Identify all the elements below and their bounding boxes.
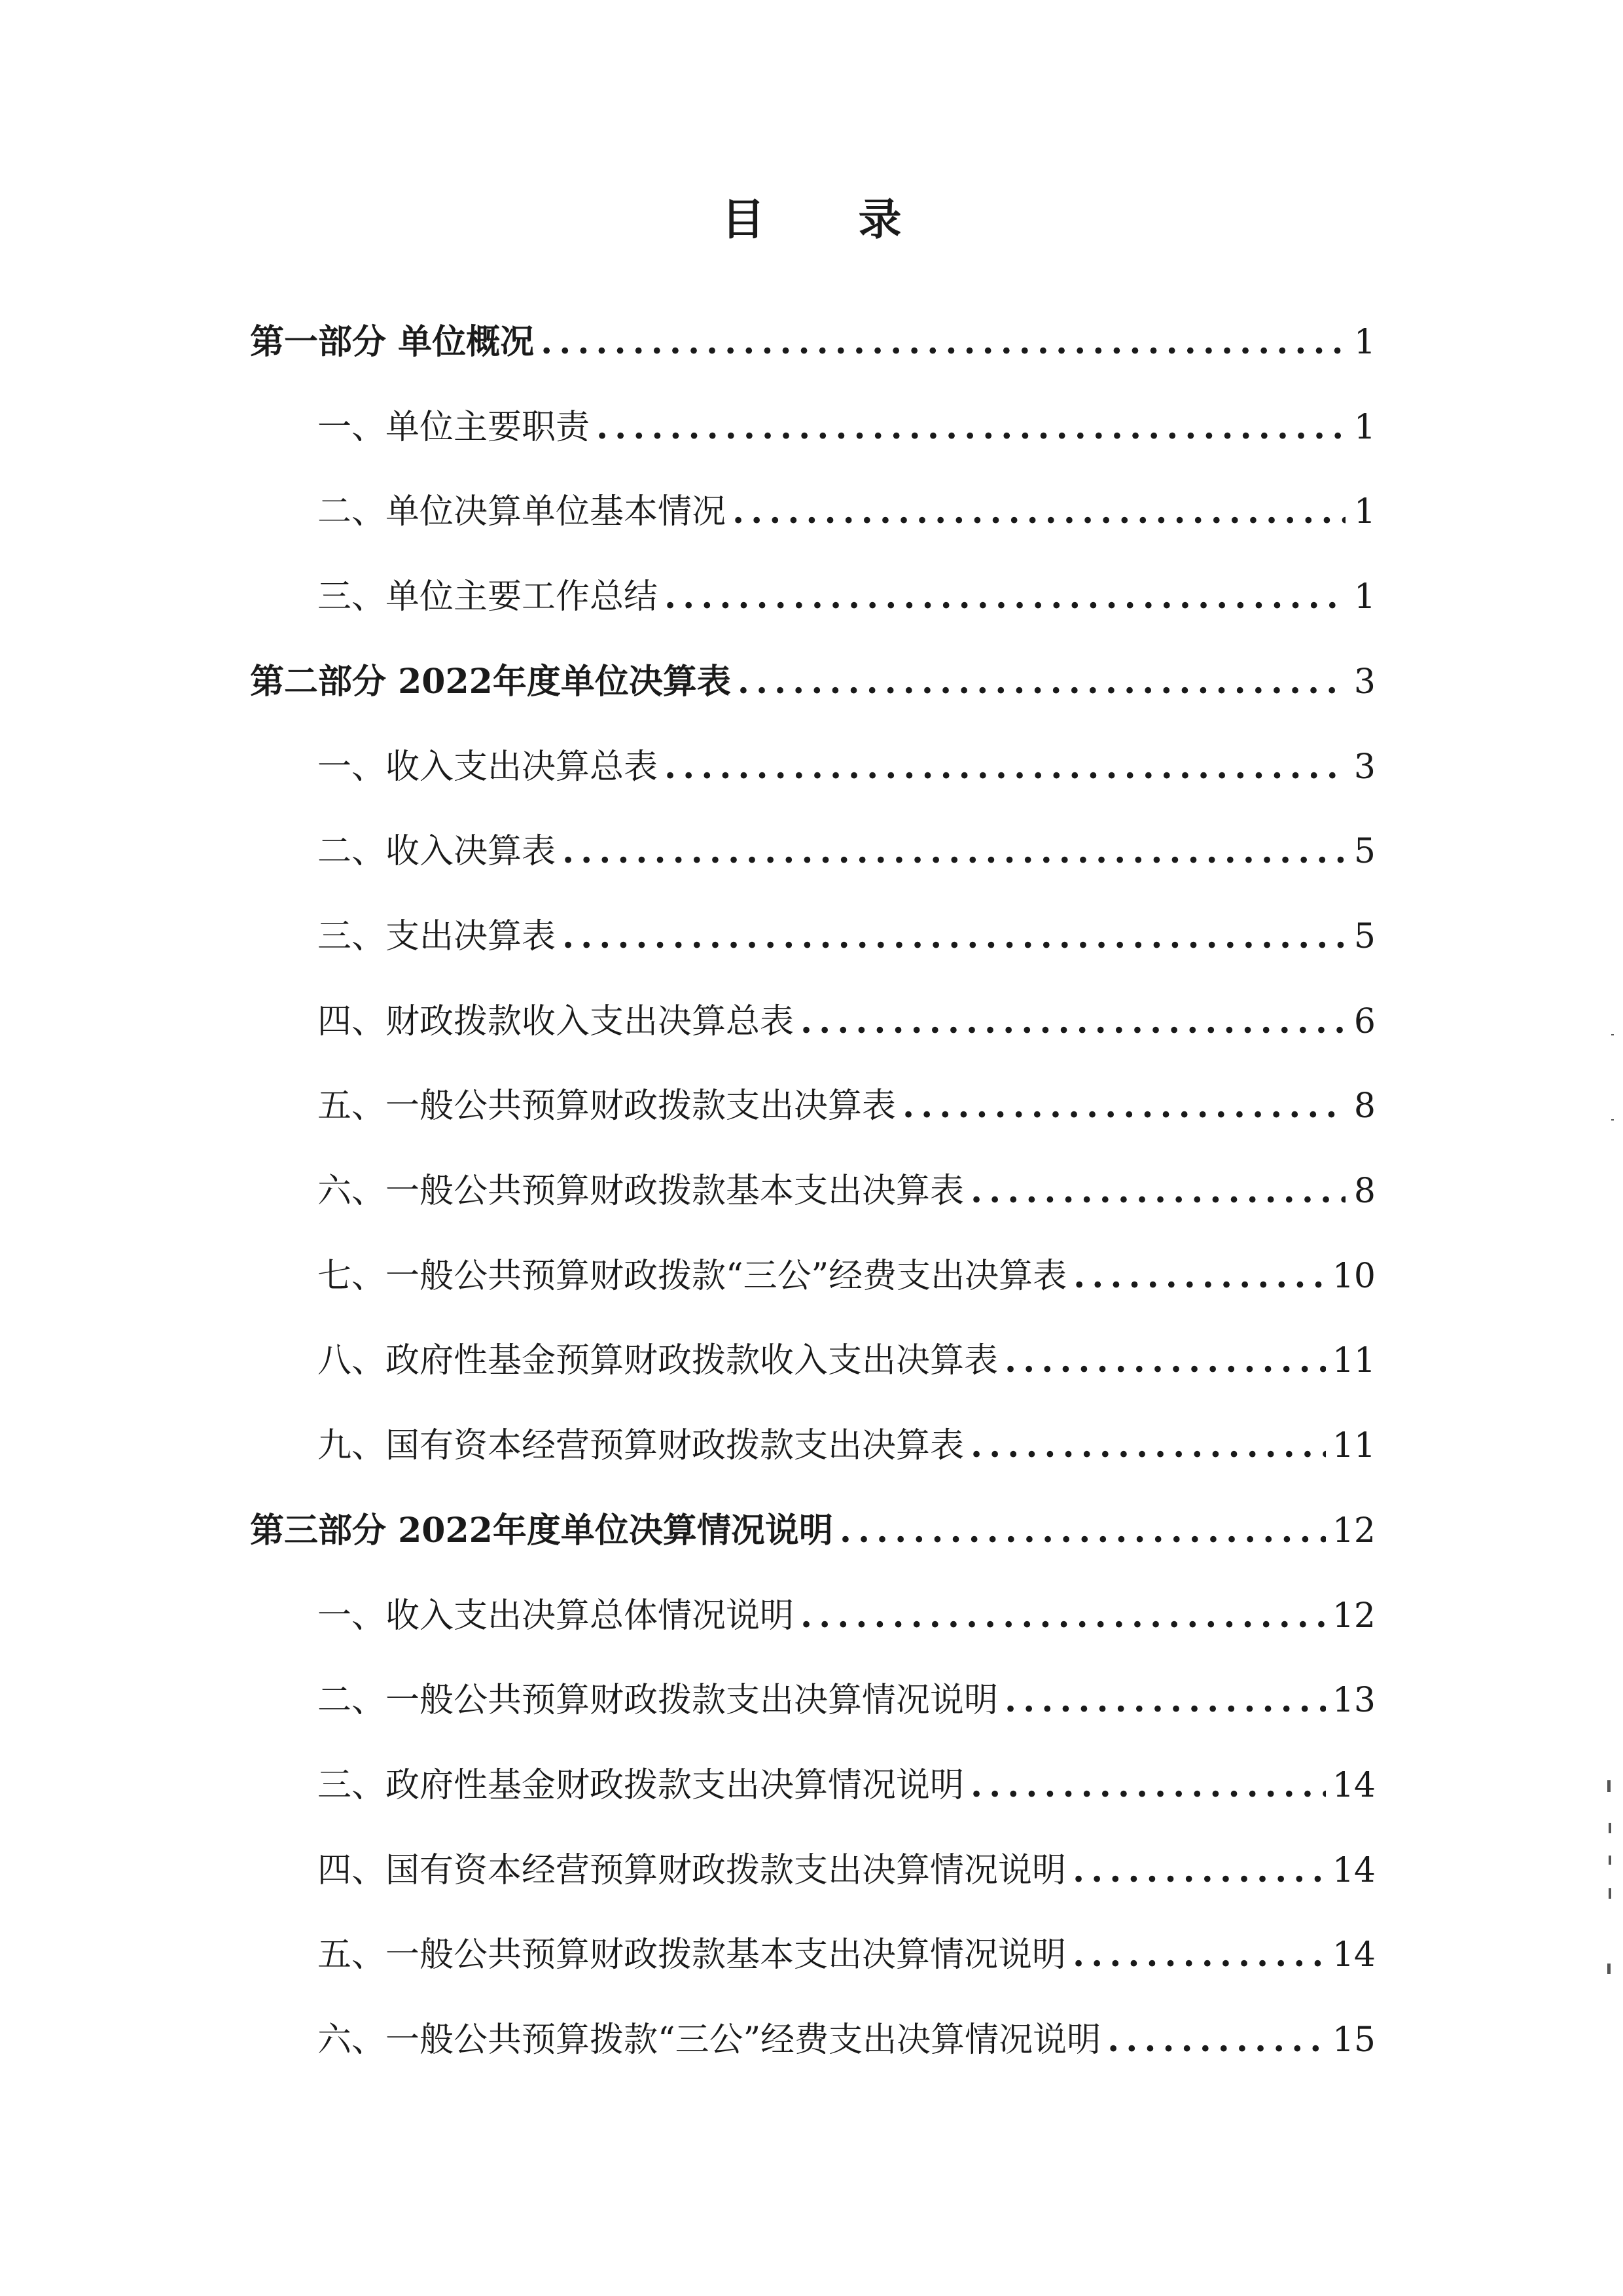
- toc-entry-title: 三、单位主要工作总结: [317, 577, 658, 617]
- toc-entry-title: 三、政府性基金财政拨款支出决算情况说明: [317, 1766, 965, 1805]
- toc-entry: [250, 316, 1376, 368]
- toc-page-number: 8: [1353, 1086, 1376, 1126]
- toc-leader-dots: [1005, 1335, 1326, 1387]
- toc-entry-title: 七、一般公共预算财政拨款“三公”经费支出决算表: [317, 1257, 1067, 1296]
- toc-entry-title: 一、收入支出决算总表: [317, 747, 658, 787]
- toc-leader-dots: [971, 1759, 1326, 1812]
- toc-entry: [317, 996, 1376, 1048]
- toc-entry: [250, 656, 1376, 708]
- toc-page-number: 11: [1332, 1426, 1376, 1465]
- toc-page-number: 14: [1332, 1851, 1376, 1890]
- toc-entry: [317, 571, 1376, 623]
- toc-entry-title: 二、收入决算表: [317, 832, 556, 871]
- toc-entry-title: 第一部分 单位概况: [250, 322, 535, 362]
- toc-leader-dots: [1107, 2014, 1326, 2066]
- toc-page-number: 14: [1332, 1766, 1376, 1805]
- toc-entry: [317, 1929, 1376, 1981]
- toc-entry-title: 三、支出决算表: [317, 917, 556, 956]
- toc-leader-dots: [732, 486, 1346, 538]
- toc-page-number: 15: [1332, 2020, 1376, 2060]
- toc-page-number: 10: [1332, 1257, 1376, 1296]
- toc-leader-dots: [738, 656, 1346, 708]
- scan-mark: [1609, 1823, 1611, 1833]
- page-title: 目 录: [721, 194, 941, 245]
- toc-leader-dots: [971, 1420, 1326, 1472]
- toc-page-number: 5: [1353, 917, 1376, 956]
- toc-leader-dots: [840, 1505, 1326, 1557]
- toc-entry: [317, 1080, 1376, 1132]
- toc-entry: [317, 1844, 1376, 1897]
- toc-leader-dots: [596, 401, 1346, 454]
- toc-entry: [317, 1335, 1376, 1387]
- toc-entry-title: 五、一般公共预算财政拨款基本支出决算情况说明: [317, 1935, 1067, 1975]
- toc-page-number: 6: [1353, 1002, 1376, 1041]
- toc-leader-dots: [664, 571, 1346, 623]
- toc-page-number: 3: [1353, 662, 1376, 702]
- toc-page-number: 5: [1353, 832, 1376, 871]
- toc-entry: [317, 1250, 1376, 1302]
- scan-mark: [1607, 1964, 1611, 1974]
- toc-page-number: 1: [1353, 323, 1376, 362]
- toc-leader-dots: [562, 825, 1346, 878]
- toc-entry: [317, 910, 1376, 963]
- toc-entry-title: 四、财政拨款收入支出决算总表: [317, 1002, 794, 1041]
- toc-entry-title: 一、收入支出决算总体情况说明: [317, 1596, 794, 1636]
- toc-entry-title: 五、一般公共预算财政拨款支出决算表: [317, 1086, 897, 1126]
- toc-entry: [317, 1165, 1376, 1217]
- toc-page-number: 1: [1353, 408, 1376, 447]
- toc-entry: [317, 741, 1376, 793]
- toc-entry-title: 第二部分 2022年度单位决算表: [250, 662, 731, 702]
- toc-page-number: 12: [1332, 1511, 1376, 1551]
- toc-entry: [317, 825, 1376, 878]
- toc-leader-dots: [800, 1590, 1326, 1642]
- toc-leader-dots: [562, 910, 1346, 963]
- toc-page-number: 1: [1353, 577, 1376, 617]
- toc-page-number: 13: [1332, 1681, 1376, 1720]
- toc-entry: [250, 1505, 1376, 1557]
- scan-mark: [1611, 1034, 1614, 1035]
- toc-entry: [317, 1674, 1376, 1727]
- toc-leader-dots: [541, 316, 1346, 368]
- toc-entry-title: 第三部分 2022年度单位决算情况说明: [250, 1511, 833, 1551]
- toc-leader-dots: [1073, 1250, 1326, 1302]
- toc-page-number: 8: [1353, 1172, 1376, 1211]
- toc-entry: [317, 1590, 1376, 1642]
- toc-page-number: 3: [1353, 747, 1376, 787]
- scan-mark: [1607, 1780, 1611, 1792]
- toc-entry: [317, 2014, 1376, 2066]
- toc-page-number: 11: [1332, 1341, 1376, 1380]
- toc-entry-title: 六、一般公共预算财政拨款基本支出决算表: [317, 1172, 965, 1211]
- toc-leader-dots: [1073, 1929, 1326, 1981]
- toc-page-number: 12: [1332, 1596, 1376, 1636]
- scan-mark: [1609, 1856, 1611, 1865]
- toc-leader-dots: [1073, 1844, 1326, 1897]
- toc-leader-dots: [902, 1080, 1346, 1132]
- toc-entry: [317, 486, 1376, 538]
- scan-mark: [1609, 1888, 1611, 1899]
- toc-leader-dots: [971, 1165, 1346, 1217]
- toc-entry-title: 二、一般公共预算财政拨款支出决算情况说明: [317, 1681, 999, 1720]
- toc-entry-title: 六、一般公共预算拨款“三公”经费支出决算情况说明: [317, 2020, 1101, 2060]
- toc-entry: [317, 1420, 1376, 1472]
- toc-leader-dots: [664, 741, 1346, 793]
- toc-entry-title: 八、政府性基金预算财政拨款收入支出决算表: [317, 1341, 999, 1380]
- toc-entry: [317, 1759, 1376, 1812]
- toc-entry-title: 二、单位决算单位基本情况: [317, 492, 726, 531]
- toc-leader-dots: [800, 996, 1346, 1048]
- toc-leader-dots: [1005, 1674, 1326, 1727]
- toc-entry: [317, 401, 1376, 454]
- toc-entry-title: 一、单位主要职责: [317, 408, 590, 447]
- toc-entry-title: 九、国有资本经营预算财政拨款支出决算表: [317, 1426, 965, 1465]
- toc-page-number: 1: [1353, 492, 1376, 531]
- toc-entry-title: 四、国有资本经营预算财政拨款支出决算情况说明: [317, 1851, 1067, 1890]
- scan-mark: [1611, 1119, 1614, 1121]
- toc-page-number: 14: [1332, 1935, 1376, 1975]
